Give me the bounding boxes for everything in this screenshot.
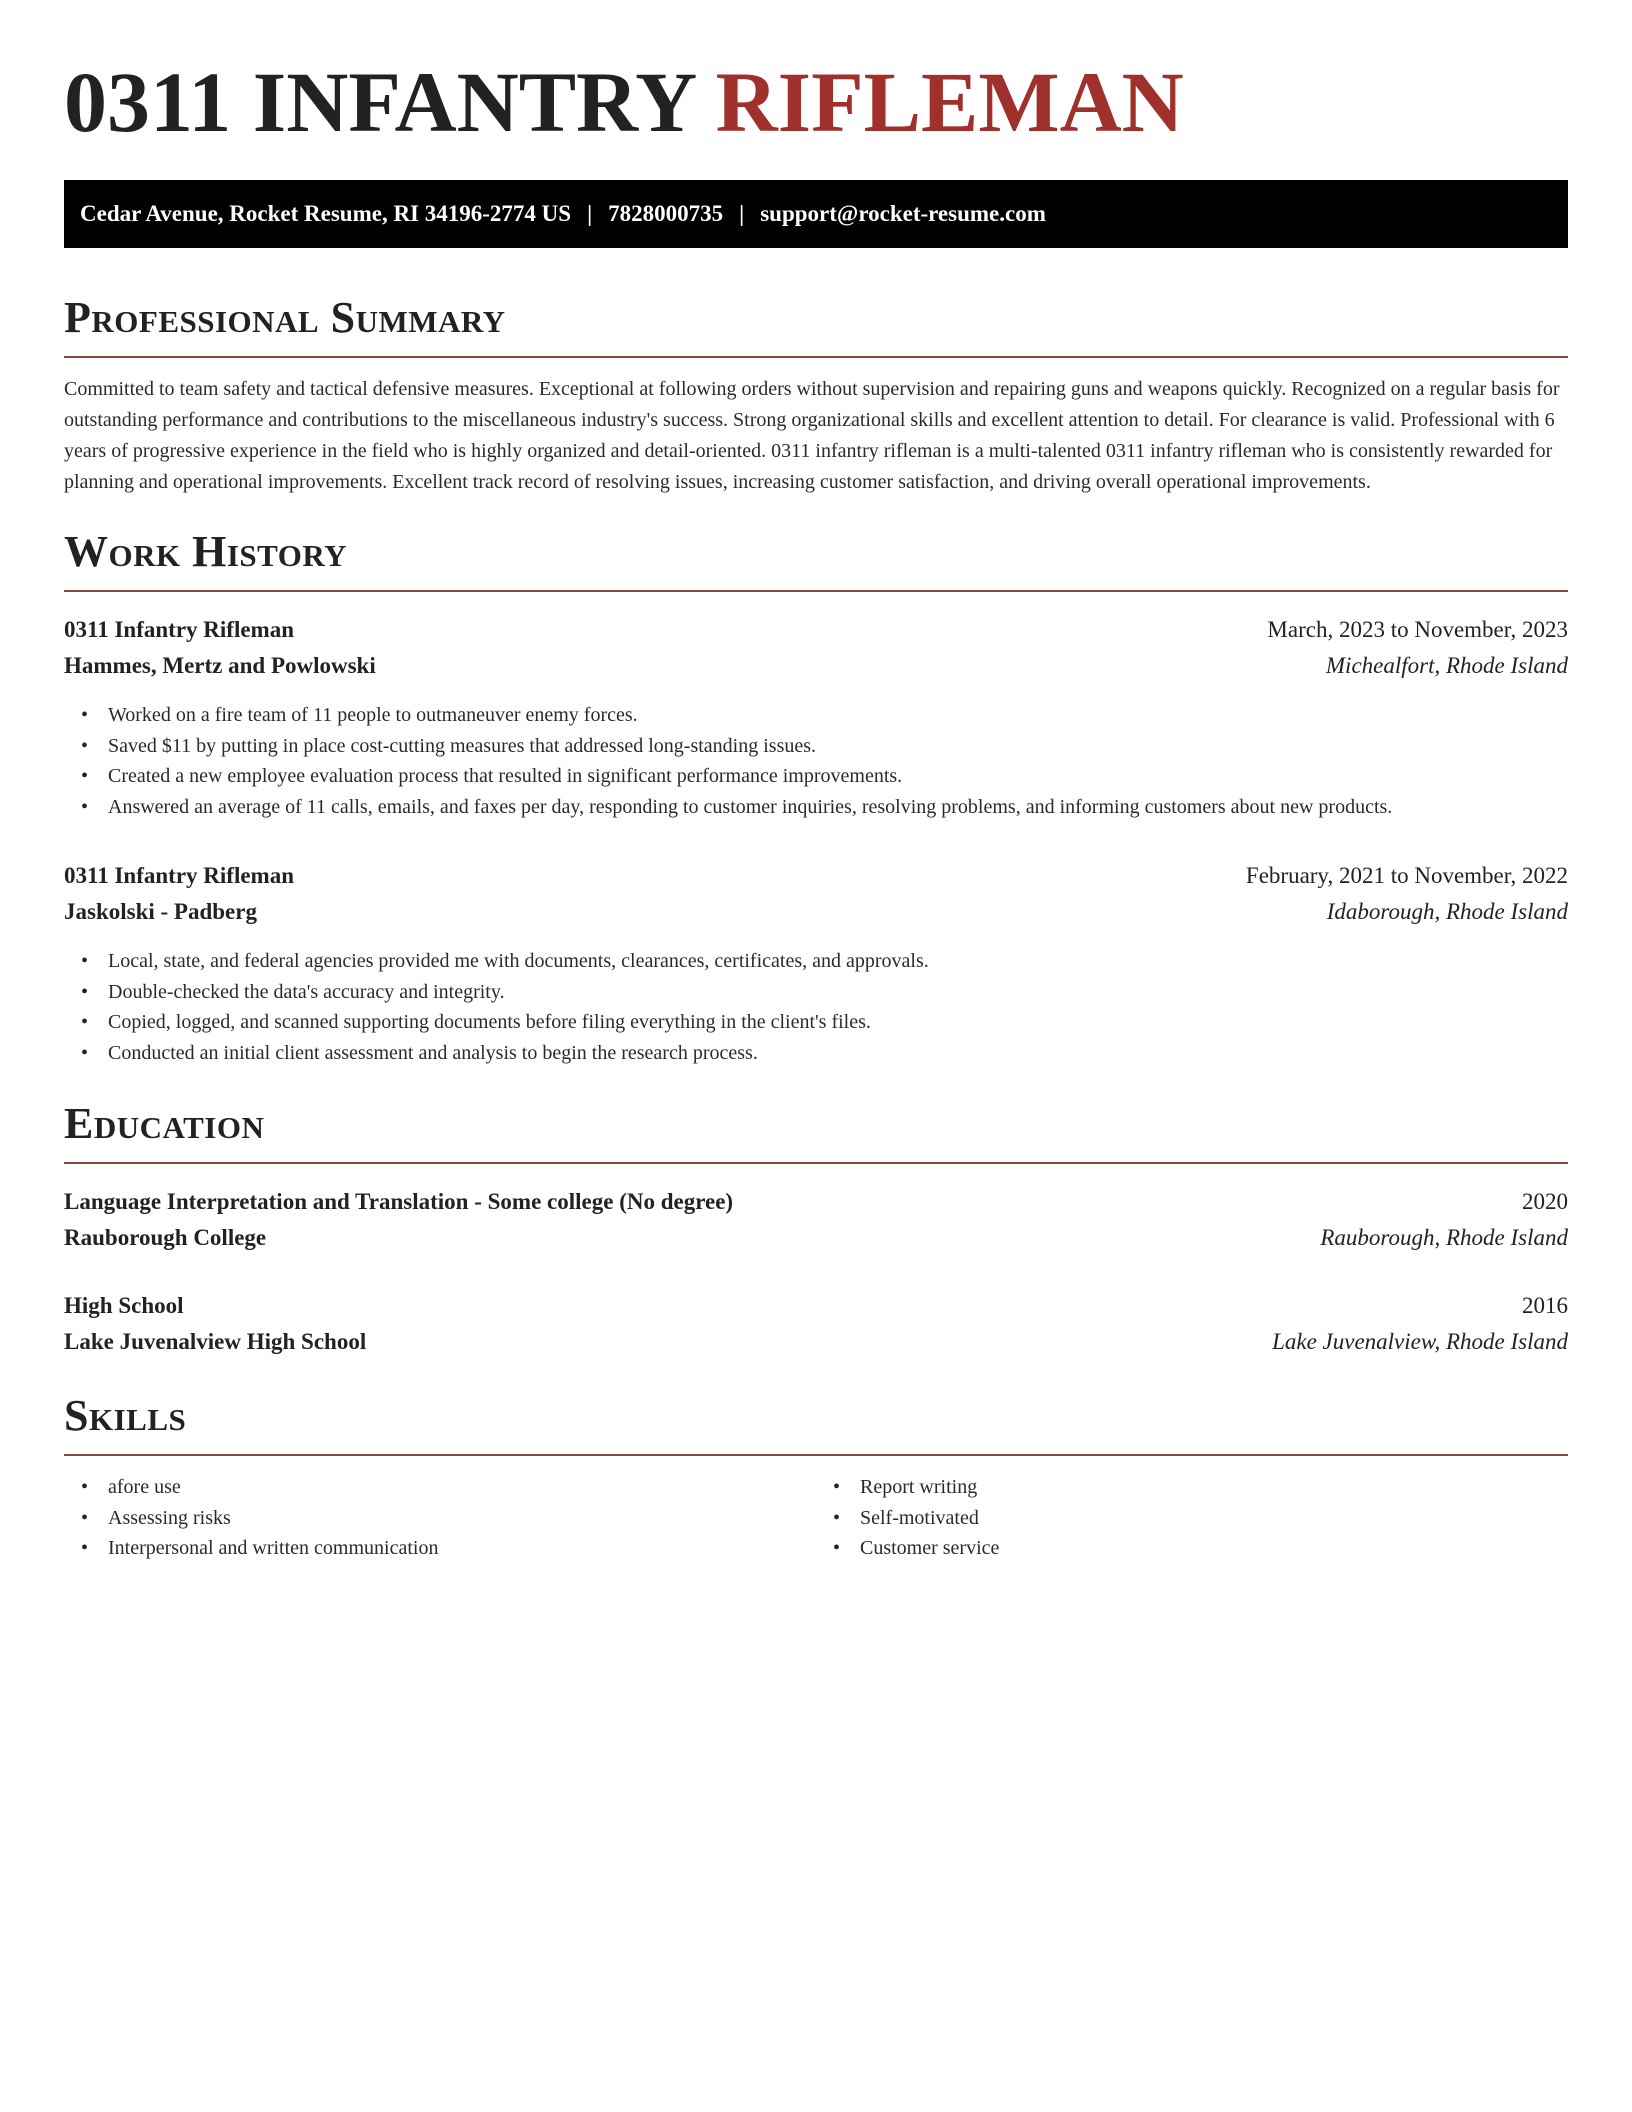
list-item: • Local, state, and federal agencies provided me with documents, clearances, certificates, and approvals. xyxy=(64,946,1568,977)
education-year: 2016 xyxy=(1522,1293,1568,1318)
list-item: • Copied, logged, and scanned supporting documents before filing everything in the client's files. xyxy=(64,1007,1568,1038)
section-divider xyxy=(64,1162,1568,1164)
education-header-row xyxy=(64,1184,1568,1220)
contact-address: Cedar Avenue, Rocket Resume, RI 34196-2774 US xyxy=(80,201,572,226)
job-title: 0311 Infantry Rifleman xyxy=(64,863,294,888)
skills-list-left xyxy=(64,1472,816,1564)
skills-columns xyxy=(64,1472,1568,1564)
list-item: • Saved $11 by putting in place cost-cutting measures that addressed long-standing issues. xyxy=(64,731,1568,762)
resume-name xyxy=(64,0,1568,152)
job-entry xyxy=(64,858,1568,1068)
section-divider xyxy=(64,590,1568,592)
education-school-row xyxy=(64,1324,1568,1360)
skill-item: • Customer service xyxy=(816,1533,1568,1564)
job-dates: February, 2021 to November, 2022 xyxy=(1245,863,1568,888)
contact-bar xyxy=(64,180,1568,248)
education-location: Rauborough, Rhode Island xyxy=(1320,1225,1568,1250)
list-item: • Double-checked the data's accuracy and integrity. xyxy=(64,977,1568,1008)
education-section xyxy=(64,1098,1568,1360)
skills-heading: Skills xyxy=(64,1391,187,1440)
list-item: • Conducted an initial client assessment and analysis to begin the research process. xyxy=(64,1038,1568,1069)
job-header-row xyxy=(64,612,1568,648)
education-entry xyxy=(64,1288,1568,1360)
list-item: • Worked on a fire team of 11 people to outmaneuver enemy forces. xyxy=(64,700,1568,731)
skills-section xyxy=(64,1390,1568,1564)
education-header-row xyxy=(64,1288,1568,1324)
job-company: Jaskolski - Padberg xyxy=(64,899,257,924)
skill-item: • Self-motivated xyxy=(816,1503,1568,1534)
skill-item: • Report writing xyxy=(816,1472,1568,1503)
summary-text: Committed to team safety and tactical defensive measures. Exceptional at following orders without supervision and repairing guns and weapons quickly. Recognized on a regular basis for outstanding performance and contributions to the miscellaneous industry's success. Strong organizational skills and excellent attention to detail. For clearance is valid. Professional with 6 years of progressive experience in the field who is highly organized and detail-oriented. 0311 infantry rifleman is a multi-talented 0311 infantry rifleman who is consistently rewarded for planning and operational improvements. Excellent track record of resolving issues, increasing customer satisfaction, and driving overall operational improvements. xyxy=(64,378,1560,493)
section-divider xyxy=(64,356,1568,358)
contact-separator: | xyxy=(739,201,745,226)
name-accent: RIFLEMAN xyxy=(715,54,1184,150)
section-divider xyxy=(64,1454,1568,1456)
job-company-row xyxy=(64,894,1568,930)
job-company: Hammes, Mertz and Powlowski xyxy=(64,653,376,678)
education-heading: Education xyxy=(64,1099,265,1148)
contact-phone: 7828000735 xyxy=(608,201,724,226)
education-location: Lake Juvenalview, Rhode Island xyxy=(1272,1329,1568,1354)
contact-separator: | xyxy=(587,201,593,226)
contact-email: support@rocket-resume.com xyxy=(760,201,1046,226)
skills-list-right xyxy=(816,1472,1568,1564)
education-degree: Language Interpretation and Translation - Some college (No degree) xyxy=(64,1189,734,1214)
education-year: 2020 xyxy=(1522,1189,1568,1214)
job-title: 0311 Infantry Rifleman xyxy=(64,617,294,642)
summary-section xyxy=(64,292,1568,498)
work-history-section xyxy=(64,526,1568,1068)
work-history-heading: Work History xyxy=(64,527,348,576)
name-first: 0311 INFANTRY xyxy=(64,54,695,150)
education-school: Lake Juvenalview High School xyxy=(64,1329,367,1354)
education-entry xyxy=(64,1184,1568,1256)
skill-item: • Interpersonal and written communication xyxy=(64,1533,816,1564)
education-school: Rauborough College xyxy=(64,1225,267,1250)
job-bullets xyxy=(64,700,1568,822)
job-header-row xyxy=(64,858,1568,894)
education-school-row xyxy=(64,1220,1568,1256)
list-item: • Answered an average of 11 calls, emails, and faxes per day, responding to customer inquiries, resolving problems, and informing customers about new products. xyxy=(64,792,1568,823)
job-location: Michealfort, Rhode Island xyxy=(1325,653,1568,678)
skill-item: • afore use xyxy=(64,1472,816,1503)
job-location: Idaborough, Rhode Island xyxy=(1326,899,1568,924)
job-bullets xyxy=(64,946,1568,1068)
job-dates: March, 2023 to November, 2023 xyxy=(1267,617,1568,642)
list-item: • Created a new employee evaluation process that resulted in significant performance improvements. xyxy=(64,761,1568,792)
education-degree: High School xyxy=(64,1293,184,1318)
skill-item: • Assessing risks xyxy=(64,1503,816,1534)
summary-heading: Professional Summary xyxy=(64,293,506,342)
job-company-row xyxy=(64,648,1568,684)
job-entry xyxy=(64,612,1568,822)
